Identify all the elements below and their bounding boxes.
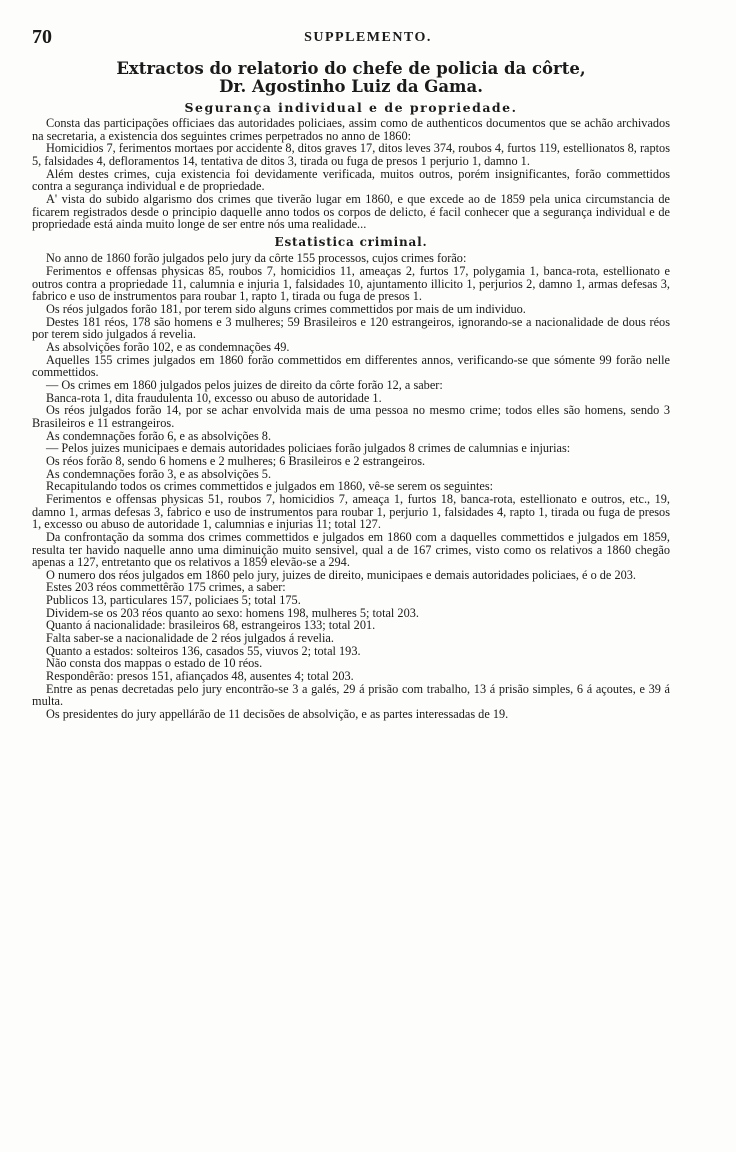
- paragraph: As condemnações forão 3, e as absolvições 5.: [46, 466, 272, 481]
- report-title-line1: Extractos do relatorio do chefe de policia da côrte,: [116, 59, 586, 78]
- paragraph: Quanto á nacionalidade: brasileiros 68, estrangeiros 133; total 201.: [46, 618, 376, 633]
- paragraph: Ferimentos e offensas physicas 85, roubos 7, homicidios 11, ameaças 2, furtos 17, polygamia 1, banca-rota, estellionato e outros contra a propriedade 11, calumnia e injuria 1, falsidades 10, ajuntamento illicito 1, perjurios 2, damno 1, armas defesas 3, fabrico e uso de instrumentos para roubar 1, rapto 1, tirada ou fuga de presos 1.: [32, 264, 670, 304]
- paragraph: Entre as penas decretadas pelo jury encontrão-se 3 a galés, 29 á prisão com trabalho, 13 á prisão simples, 6 á açoutes, e 39 á multa.: [32, 681, 670, 709]
- paragraph: Da confrontação da somma dos crimes commettidos e julgados em 1860 com a daquelles commettidos e julgados em 1859, resulta ter havido naquelle anno uma diminuição muito sensivel, qual a de 167 crimes, visto como os relativos a 1860 chegão apenas a 127, entretanto que os relativos a 1859 elevão-se a 294.: [32, 529, 670, 570]
- paragraph: O numero dos réos julgados em 1860 pelo jury, juizes de direito, municipaes e demais autoridades policiaes, é o de 203.: [46, 567, 636, 582]
- paragraph: Falta saber-se a nacionalidade de 2 réos julgados á revelia.: [46, 631, 334, 646]
- paragraph: Não consta dos mappas o estado de 10 réos.: [46, 656, 263, 671]
- running-title: SUPPLEMENTO.: [304, 30, 432, 45]
- page-number: 70: [32, 26, 52, 48]
- section-security-body: [32, 117, 670, 231]
- paragraph: Os réos julgados forão 14, por se achar envolvida mais de uma pessoa no mesmo crime; todos elles são homens, sendo 3 Brasileiros e 11 estrangeiros.: [32, 403, 670, 430]
- section-heading-security: Segurança individual e de propriedade.: [184, 100, 518, 116]
- report-title: [32, 60, 670, 96]
- paragraph: — Os crimes em 1860 julgados pelos juizes de direito da côrte forão 12, a saber:: [46, 377, 443, 392]
- paragraph: Respondêrão: presos 151, afiançados 48, ausentes 4; total 203.: [46, 669, 354, 684]
- paragraph: Quanto a estados: solteiros 136, casados 55, viuvos 2; total 193.: [46, 643, 361, 658]
- paragraph: Os réos julgados forão 181, por terem sido alguns crimes commettidos por mais de um individuo.: [46, 302, 526, 317]
- paragraph: Ferimentos e offensas physicas 51, roubos 7, homicidios 7, ameaça 1, furtos 18, banca-rota, estellionato e outros, etc., 19, damno 1, armas defesas 3, fabrico e uso de instrumentos para roubar 1, perjurio 1, falsidades 4, rapto 1, tirada ou fuga de presos 1, excesso ou abuso de autoridade 1, calumnias e injurias 11; total 127.: [32, 491, 670, 532]
- paragraph: Destes 181 réos, 178 são homens e 3 mulheres; 59 Brasileiros e 120 estrangeiros, ignorando-se a nacionalidade de dous réos por terem sido julgados á revelia.: [32, 314, 670, 342]
- paragraph: As condemnações forão 6, e as absolvições 8.: [46, 428, 272, 443]
- paragraph: Os réos forão 8, sendo 6 homens e 2 mulheres; 6 Brasileiros e 2 estrangeiros.: [46, 453, 426, 468]
- paragraph: No anno de 1860 forão julgados pelo jury da côrte 155 processos, cujos crimes forão:: [46, 251, 467, 266]
- paragraph: Os presidentes do jury appellárão de 11 decisões de absolvição, e as partes interessadas de 19.: [46, 707, 509, 722]
- paragraph: Dividem-se os 203 réos quanto ao sexo: homens 198, mulheres 5; total 203.: [46, 605, 419, 620]
- paragraph: Banca-rota 1, dita fraudulenta 10, excesso ou abuso de autoridade 1.: [46, 390, 382, 405]
- paragraph: Estes 203 réos commettêrão 175 crimes, a saber:: [46, 580, 286, 595]
- paragraph: Recapitulando todos os crimes commettidos e julgados em 1860, vê-se serem os seguintes:: [46, 479, 494, 494]
- paragraph: Homicidios 7, ferimentos mortaes por accidente 8, ditos graves 17, ditos leves 374, roubos 4, furtos 119, estellionatos 8, raptos 5, falsidades 4, defloramentos 14, tentativa de ditos 3, tirada ou fuga de presos 1 perjurio 1, damno 1.: [32, 141, 670, 169]
- section-heading-statistics: Estatistica criminal.: [274, 235, 428, 250]
- page-content: [32, 60, 670, 721]
- paragraph: — Pelos juizes municipaes e demais autoridades policiaes forão julgados 8 crimes de calumnias e injurias:: [46, 441, 571, 456]
- report-title-line2: Dr. Agostinho Luiz da Gama.: [219, 77, 483, 97]
- paragraph: Consta das participações officiaes das autoridades policiaes, assim como de authenticos documentos que se achão archivados na secretaria, a existencia dos seguintes crimes perpetrados no anno de 1860:: [32, 116, 670, 143]
- section-statistics-body: [32, 252, 670, 720]
- paragraph: Aquelles 155 crimes julgados em 1860 forão commettidos em differentes annos, verificando-se que sómente 99 forão nelle commettidos.: [32, 352, 670, 380]
- paragraph: As absolvições forão 102, e as condemnações 49.: [46, 340, 290, 355]
- paragraph: A' vista do subido algarismo dos crimes que tiverão lugar em 1860, e que excede ao de 1859 pela unica circumstancia de ficarem registrados desde o principio daquelle anno todos os corpos de delicto, é facil conhecer que a segurança individual e de propriedade está ainda muito longe de ser entre nós uma realidade...: [32, 192, 670, 232]
- paragraph: Além destes crimes, cuja existencia foi devidamente verificada, muitos outros, porém insignificantes, forão commettidos contra a segurança individual e de propriedade.: [32, 166, 670, 194]
- paragraph: Publicos 13, particulares 157, policiaes 5; total 175.: [46, 593, 301, 608]
